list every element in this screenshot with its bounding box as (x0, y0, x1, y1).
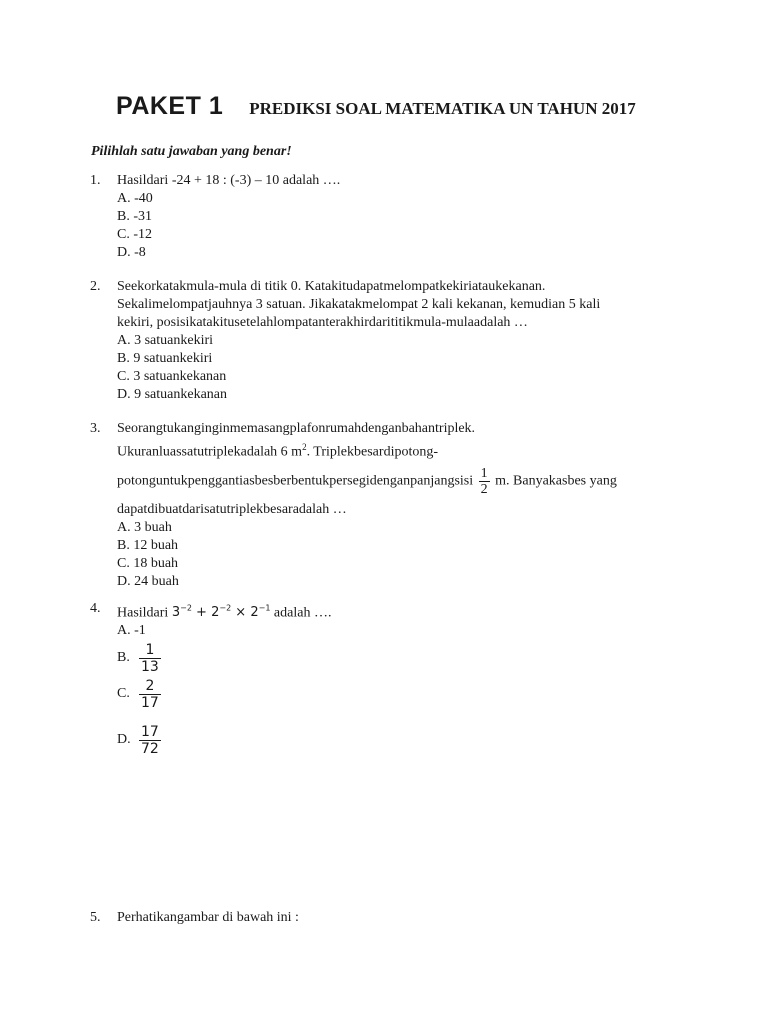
text-segment: adalah …. (270, 605, 332, 621)
exponent: −2 (219, 604, 232, 613)
option-d (117, 722, 690, 758)
fraction-denominator: 17 (141, 694, 159, 711)
superscript: 2 (302, 442, 307, 452)
question-text-line: dapatdibuatdarisatutriplekbesaradalah … (117, 501, 347, 517)
option-d: D. 9 satuankekanan (117, 387, 228, 402)
question-5 (90, 909, 690, 927)
option-c (117, 676, 690, 712)
option-d: D. 24 buah (117, 573, 179, 589)
base: 2 (211, 605, 220, 621)
base: 2 (250, 605, 259, 621)
question-number: 4. (90, 601, 101, 616)
fraction-denominator: 2 (480, 481, 488, 497)
text-segment: m. Banyakasbes yang (491, 473, 617, 489)
option-a: A. 3 buah (117, 519, 172, 535)
operator: + (191, 605, 212, 621)
option-b: B. -31 (117, 209, 152, 224)
page-title: PREDIKSI SOAL MATEMATIKA UN TAHUN 2017 (249, 99, 636, 118)
fraction (139, 724, 161, 757)
fraction-numerator: 17 (141, 723, 159, 740)
option-a: A. 3 satuankekiri (117, 333, 214, 348)
option-label: C. (117, 686, 130, 702)
question-text: Perhatikangambar di bawah ini : (117, 910, 299, 925)
question-text-line: Sekalimelompatjauhnya 3 satuan. Jikakatakmelompat 2 kali kekanan, kemudian 5 kali (117, 297, 601, 312)
fraction (479, 466, 490, 497)
question-number: 5. (90, 910, 101, 925)
option-b (117, 640, 690, 676)
header (116, 92, 636, 121)
exponent: −2 (180, 604, 192, 613)
question-number: 2. (90, 279, 101, 294)
fraction-numerator: 1 (145, 641, 155, 658)
text-segment: . Triplekbesardipotong- (306, 444, 439, 460)
question-4 (90, 600, 690, 758)
question-text-line: kekiri, posisikatakitusetelahlompatanterakhirdarititikmula-mulaadalah … (117, 315, 528, 330)
option-label: D. (117, 732, 131, 748)
question-text-line (117, 466, 690, 497)
text-segment: Hasildari (117, 605, 169, 621)
question-1 (90, 172, 690, 262)
text-segment: Ukuranluassatutriplekadalah 6 m (117, 444, 303, 460)
question-text-line: Seekorkatakmula-mula di titik 0. Katakitudapatmelompatkekiriataukekanan. (117, 279, 546, 294)
exponent: −1 (258, 604, 271, 613)
option-b: B. 12 buah (117, 537, 179, 553)
text-segment: potonguntukpenggantiasbesberbentukpersegidenganpanjangsisi (117, 473, 474, 489)
paket-label: PAKET 1 (116, 92, 224, 120)
question-number: 1. (90, 173, 101, 188)
option-c: C. -12 (117, 227, 152, 242)
base: 3 (171, 605, 181, 621)
option-a: A. -40 (117, 191, 153, 206)
option-c: C. 3 satuankekanan (117, 369, 227, 384)
math-expression (172, 605, 271, 620)
instruction: Pilihlah satu jawaban yang benar! (91, 144, 292, 159)
fraction-numerator: 2 (145, 677, 155, 694)
question-3 (90, 420, 690, 591)
fraction-numerator: 1 (480, 465, 488, 481)
question-text-line: Seorangtukanginginmemasangplafonrumahdenganbahantriplek. (117, 421, 476, 436)
option-c: C. 18 buah (117, 555, 179, 571)
option-d: D. -8 (117, 245, 146, 260)
question-number: 3. (90, 421, 101, 436)
option-b: B. 9 satuankekiri (117, 351, 213, 366)
option-label: B. (117, 650, 130, 666)
fraction (139, 642, 161, 675)
fraction-denominator: 13 (141, 658, 159, 675)
fraction (139, 678, 161, 711)
fraction-denominator: 72 (141, 740, 159, 757)
question-text-line (117, 600, 690, 622)
operator: × (231, 605, 251, 621)
option-a: A. -1 (117, 623, 146, 639)
question-2 (90, 278, 690, 404)
question-text-line (117, 438, 690, 462)
question-text: Hasildari -24 + 18 : (-3) – 10 adalah …. (117, 173, 341, 188)
